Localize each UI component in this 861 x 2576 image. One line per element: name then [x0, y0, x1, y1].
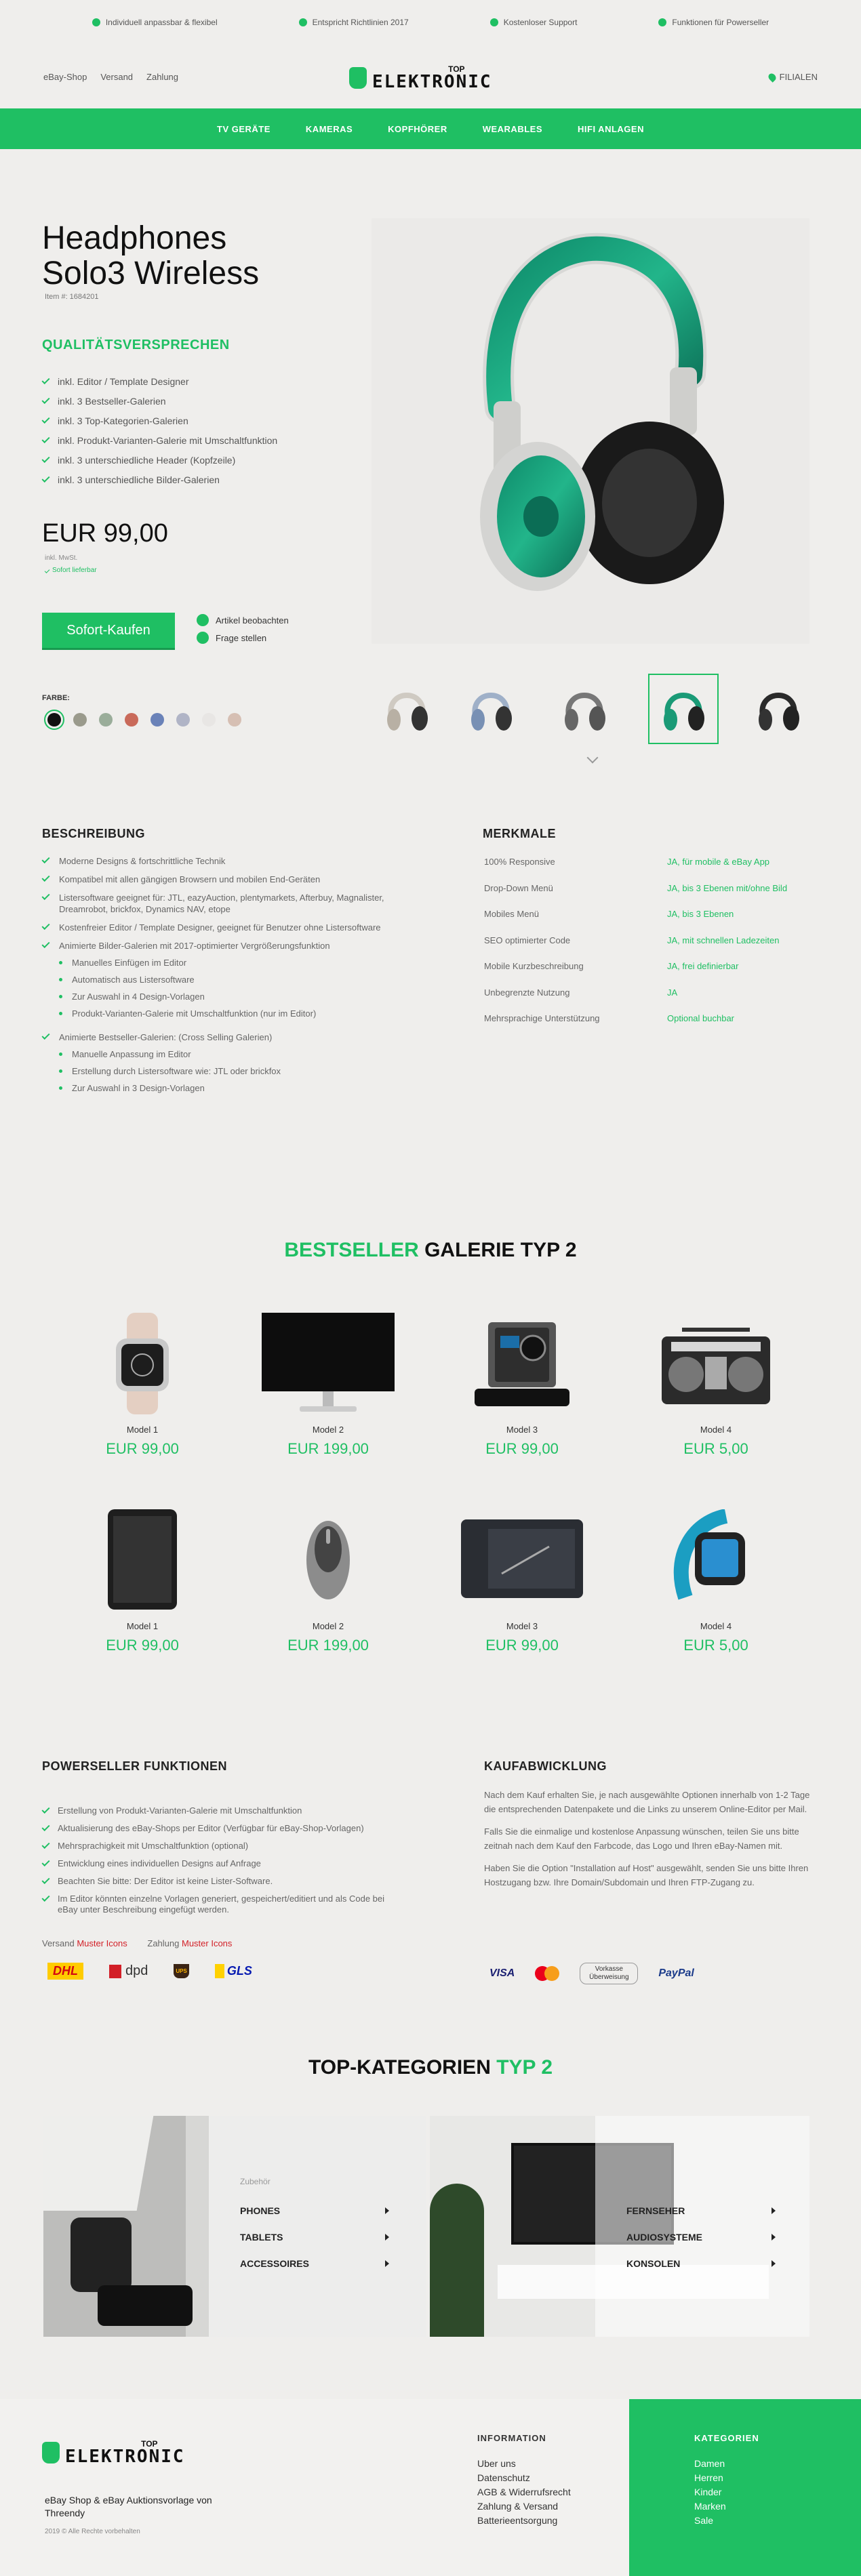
nav-kopfhoerer[interactable]: KOPFHÖRER: [388, 123, 447, 134]
footer: [0, 2399, 861, 2576]
carrier-logos: [47, 1963, 252, 1980]
check-icon: [45, 568, 50, 573]
shield-icon: [299, 18, 307, 26]
check-icon: [41, 474, 49, 482]
footer-link[interactable]: Kinder: [694, 2487, 722, 2497]
color-swatch[interactable]: [99, 713, 113, 727]
check-icon: [41, 892, 49, 900]
product-card[interactable]: Model 1 EUR 99,00: [68, 1505, 217, 1654]
thumbnail[interactable]: [549, 674, 620, 744]
check-icon: [41, 1031, 49, 1040]
description-list: [42, 855, 395, 1106]
check-icon: [41, 874, 49, 882]
category-link-phones[interactable]: PHONES: [240, 2197, 389, 2224]
vorkasse-logo: Vorkasse Überweisung: [580, 1963, 638, 1984]
check-icon: [41, 395, 49, 403]
footer-link[interactable]: Zahlung & Versand: [477, 2501, 559, 2512]
color-swatch[interactable]: [47, 713, 61, 727]
category-link-accessoires[interactable]: ACCESSOIRES: [240, 2250, 389, 2276]
smartwatch-image: [71, 2217, 132, 2292]
product-card[interactable]: Model 2 EUR 199,00: [254, 1308, 403, 1458]
thumbnail-selected[interactable]: [648, 674, 719, 744]
arrow-right-icon: [385, 2207, 389, 2214]
product-card[interactable]: Model 4 EUR 5,00: [641, 1308, 790, 1458]
color-swatch[interactable]: [176, 713, 190, 727]
phone-image: [98, 2285, 193, 2326]
list-item: inkl. Editor / Template Designer: [42, 371, 277, 391]
main-nav: [0, 108, 861, 149]
table-row: 100% Responsive JA, für mobile & eBay App: [484, 857, 770, 867]
ask-question-link[interactable]: Frage stellen: [197, 632, 266, 644]
bullet-icon: [59, 978, 62, 981]
kaufabwicklung-title: KAUFABWICKLUNG: [484, 1759, 607, 1773]
dpd-logo: dpd: [109, 1963, 148, 1979]
mastercard-logo: [535, 1966, 559, 1981]
shipping-payment-links: Versand Muster Icons Zahlung Muster Icons: [42, 1938, 233, 1948]
plus-icon: [197, 614, 209, 626]
tablet-image: [105, 1509, 180, 1611]
quality-title: QUALITÄTSVERSPRECHEN: [42, 338, 230, 352]
color-swatch[interactable]: [202, 713, 216, 727]
sub-item: Zur Auswahl in 4 Design-Vorlagen: [59, 991, 330, 1002]
bullet-icon: [59, 1069, 62, 1073]
sub-item: Produkt-Varianten-Galerie mit Umschaltfunktion (nur im Editor): [59, 1008, 330, 1019]
smartwatch-image: [105, 1313, 180, 1414]
usp-item: Kostenloser Support: [490, 18, 578, 27]
paypal-logo: PayPal: [658, 1967, 694, 1979]
question-icon: [197, 632, 209, 644]
logo-icon: [349, 67, 367, 89]
powerseller-title: POWERSELLER FUNKTIONEN: [42, 1759, 228, 1773]
thumbnail[interactable]: [456, 674, 526, 744]
list-item: Im Editor könnten einzelne Vorlagen generiert, gespeichert/editiert und als Code bei eBay unter Beschreibung eingefügt werden.: [42, 1894, 395, 1915]
thumbs-up-icon: [92, 18, 100, 26]
arrow-right-icon: [385, 2260, 389, 2267]
nav-wearables[interactable]: WEARABLES: [482, 123, 542, 134]
list-item: Entwicklung eines individuellen Designs auf Anfrage: [42, 1858, 395, 1869]
footer-logo[interactable]: TOP ELEKTRONIC: [42, 2440, 185, 2466]
map-pin-icon: [767, 72, 778, 83]
gls-logo: GLS: [215, 1964, 252, 1978]
list-item: Beachten Sie bitte: Der Editor ist keine Lister-Software.: [42, 1876, 395, 1887]
check-icon: [41, 415, 49, 423]
kaufabwicklung-text: Nach dem Kauf erhalten Sie, je nach ausgewählte Optionen innerhalb von 1-2 Tage die entsprechenden Datenpakete und die Links zu unserem Online-Editor per Mail. Falls Sie die einmalige und kostenlose Anpassung wünschen, teilen Sie uns bitte zeitnah nach dem Kauf den Farbcode, das Logo und Ihren eBay-Namen mit. Haben Sie die Option "Installation auf Host" ausgewählt, senden Sie uns bitte Ihren Hostzugang bzw. Ihre Domain/Subdomain und Ihren FTP-Zugang zu.: [484, 1790, 810, 1887]
arrow-right-icon: [772, 2207, 776, 2214]
thumbnail[interactable]: [372, 674, 442, 744]
product-card[interactable]: Model 2 EUR 199,00: [254, 1505, 403, 1654]
list-item: Animierte Bilder-Galerien mit 2017-optimierter Vergrößerungsfunktion Manuelles Einfügen im Editor Automatisch aus Listersoftware Zur Auswahl in 4 Design-Vorlagen Produkt-Varianten-Galerie mit Umschaltfunktion (nur im Editor): [42, 940, 395, 1025]
check-icon: [41, 1841, 49, 1849]
table-row: SEO optimierter Code JA, mit schnellen Ladezeiten: [484, 935, 780, 945]
check-icon: [41, 375, 49, 384]
category-header: Zubehör: [240, 2177, 271, 2186]
check-icon: [41, 922, 49, 930]
headset-icon: [490, 18, 498, 26]
mouse-image: [304, 1519, 352, 1601]
main-product-image[interactable]: [372, 218, 809, 644]
nav-kameras[interactable]: KAMERAS: [305, 123, 353, 134]
footer-link[interactable]: AGB & Widerrufsrecht: [477, 2487, 571, 2497]
logo[interactable]: [349, 65, 492, 91]
headphones-image: [372, 218, 809, 644]
footer-link[interactable]: Marken: [694, 2501, 726, 2512]
usp-item: Individuell anpassbar & flexibel: [92, 18, 218, 27]
table-row: Mobile Kurzbeschreibung JA, frei definierbar: [484, 961, 739, 971]
nav-versand[interactable]: Versand: [100, 72, 134, 82]
product-price: EUR 99,00: [42, 519, 168, 548]
list-item: inkl. 3 Top-Kategorien-Galerien: [42, 411, 277, 430]
features-table: [484, 857, 823, 1040]
product-title: Headphones Solo3 Wireless: [42, 220, 260, 291]
quality-list: [42, 371, 277, 489]
check-icon: [41, 434, 49, 443]
chevron-down-icon[interactable]: [587, 752, 599, 764]
footer-tagline: eBay Shop & eBay Auktionsvorlage von Threendy: [45, 2495, 212, 2518]
product-card[interactable]: Model 4 EUR 5,00: [641, 1505, 790, 1654]
description-title: BESCHREIBUNG: [42, 827, 146, 840]
graphics-tablet-image: [461, 1519, 583, 1601]
check-icon: [41, 454, 49, 462]
availability: Sofort lieferbar: [45, 567, 97, 574]
list-item: Listersoftware geeignet für: JTL, eazyAuction, plentymarkets, Afterbuy, Magnalister, Dreamrobot, brickfox, Dynamics NAV, etope: [42, 892, 395, 915]
color-swatch[interactable]: [73, 713, 87, 727]
dhl-logo: DHL: [47, 1963, 83, 1980]
powerseller-list: [42, 1805, 395, 1922]
vat-note: inkl. MwSt.: [45, 554, 78, 562]
nav-tv-geraete[interactable]: TV GERÄTE: [217, 123, 271, 134]
monitor-image: [262, 1313, 395, 1414]
table-row: Mehrsprachige Unterstützung Optional buchbar: [484, 1013, 735, 1023]
features-title: MERKMALE: [483, 827, 556, 840]
check-icon: [41, 1876, 49, 1884]
footer-link[interactable]: Datenschutz: [477, 2472, 530, 2483]
sub-item: Manuelle Anpassung im Editor: [59, 1048, 281, 1060]
dpd-icon: [109, 1965, 121, 1978]
header-nav: [43, 72, 178, 82]
arrow-right-icon: [772, 2234, 776, 2241]
color-swatch[interactable]: [228, 713, 241, 727]
category-link-tablets[interactable]: TABLETS: [240, 2224, 389, 2250]
filialen-link[interactable]: FILIALEN: [769, 72, 818, 82]
nav-hifi-anlagen[interactable]: HIFI ANLAGEN: [578, 123, 644, 134]
zahlung-icons-link[interactable]: Muster Icons: [181, 1938, 233, 1948]
product-card[interactable]: Model 3 EUR 99,00: [447, 1505, 597, 1654]
item-number: Item #: 1684201: [45, 293, 99, 301]
list-item: Aktualisierung des eBay-Shops per Editor (Verfügbar für eBay-Shop-Vorlagen): [42, 1823, 395, 1834]
bullet-icon: [59, 995, 62, 998]
category-menu: [626, 2197, 776, 2276]
product-card[interactable]: Model 1 EUR 99,00: [68, 1308, 217, 1458]
check-icon: [41, 1805, 49, 1814]
list-item: Moderne Designs & fortschrittliche Technik: [42, 855, 395, 867]
category-tile-tv[interactable]: [430, 2116, 809, 2337]
list-item: Animierte Bestseller-Galerien: (Cross Selling Galerien) Manuelle Anpassung im Editor Erstellung durch Listersoftware wie: JTL oder brickfox Zur Auswahl in 3 Design-Vorlagen: [42, 1031, 395, 1099]
check-icon: [41, 1858, 49, 1866]
footer-info-column: INFORMATION Uber uns Datenschutz AGB & Widerrufsrecht Zahlung & Versand Batterieentsorgung: [477, 2433, 571, 2528]
laptop-image: [43, 2116, 153, 2211]
logo-top-text: TOP: [448, 64, 465, 74]
footer-link[interactable]: Herren: [694, 2472, 723, 2483]
footer-categories-column: KATEGORIEN Damen Herren Kinder Marken Sale: [629, 2399, 861, 2576]
usp-item: Funktionen für Powerseller: [658, 18, 769, 27]
table-row: Drop-Down Menü JA, bis 3 Ebenen mit/ohne Bild: [484, 882, 788, 893]
versand-icons-link[interactable]: Muster Icons: [77, 1938, 127, 1948]
header: [0, 45, 861, 107]
plant-image: [430, 2184, 484, 2337]
footer-link[interactable]: Uber uns: [477, 2458, 516, 2469]
color-swatch[interactable]: [151, 713, 164, 727]
radio-image: [662, 1316, 770, 1411]
logo-icon: [42, 2442, 60, 2463]
check-icon: [41, 940, 49, 948]
color-swatch[interactable]: [125, 713, 138, 727]
sub-item: Erstellung durch Listersoftware wie: JTL oder brickfox: [59, 1065, 281, 1077]
color-label: FARBE:: [42, 694, 70, 702]
bullet-icon: [59, 1086, 62, 1090]
sport-watch-image: [672, 1509, 760, 1611]
buy-now-button[interactable]: Sofort-Kaufen: [42, 613, 175, 648]
footer-link[interactable]: Batterieentsorgung: [477, 2515, 558, 2526]
sub-item: Zur Auswahl in 3 Design-Vorlagen: [59, 1082, 281, 1094]
gears-icon: [658, 18, 666, 26]
product-card[interactable]: Model 3 EUR 99,00: [447, 1308, 597, 1458]
category-link-audiosysteme[interactable]: AUDIOSYSTEME: [626, 2224, 776, 2250]
check-icon: [41, 1894, 49, 1902]
nav-ebay-shop[interactable]: eBay-Shop: [43, 72, 87, 82]
table-row: Mobiles Menü JA, bis 3 Ebenen: [484, 909, 734, 919]
category-menu: [240, 2197, 389, 2276]
topcat-title: TOP-KATEGORIEN TYP 2: [308, 2056, 553, 2079]
usp-bar: [0, 0, 861, 45]
list-item: Erstellung von Produkt-Varianten-Galerie mit Umschaltfunktion: [42, 1805, 395, 1816]
footer-link[interactable]: Damen: [694, 2458, 725, 2469]
list-item: Kostenfreier Editor / Template Designer, geeignet für Benutzer ohne Listersoftware: [42, 922, 395, 933]
footer-link[interactable]: Sale: [694, 2515, 714, 2526]
visa-logo: VISA: [489, 1967, 515, 1979]
action-camera-image: [475, 1313, 569, 1414]
sub-item: Automatisch aus Listersoftware: [59, 974, 330, 985]
bullet-icon: [59, 1012, 62, 1015]
list-item: inkl. 3 unterschiedliche Header (Kopfzeile): [42, 450, 277, 470]
payment-logos: [489, 1963, 694, 1984]
bestseller-title: BESTSELLER GALERIE TYP 2: [284, 1239, 577, 1261]
category-link-konsolen[interactable]: KONSOLEN: [626, 2250, 776, 2276]
list-item: inkl. Produkt-Varianten-Galerie mit Umschaltfunktion: [42, 430, 277, 450]
list-item: inkl. 3 Bestseller-Galerien: [42, 391, 277, 411]
watch-item-link[interactable]: Artikel beobachten: [197, 614, 289, 626]
ups-logo: UPS: [174, 1964, 188, 1978]
arrow-right-icon: [385, 2234, 389, 2241]
table-row: Unbegrenzte Nutzung JA: [484, 987, 678, 998]
list-item: Mehrsprachigkeit mit Umschaltfunktion (optional): [42, 1841, 395, 1852]
list-item: inkl. 3 unterschiedliche Bilder-Galerien: [42, 470, 277, 489]
thumbnail[interactable]: [743, 674, 814, 744]
category-tile-accessories[interactable]: [43, 2116, 426, 2337]
logo-name: ELEKTRONIC: [372, 72, 492, 92]
list-item: Kompatibel mit allen gängigen Browsern und mobilen End-Geräten: [42, 874, 395, 885]
category-link-fernseher[interactable]: FERNSEHER: [626, 2197, 776, 2224]
copyright: 2019 © Alle Rechte vorbehalten: [45, 2528, 140, 2535]
usp-item: Entspricht Richtlinien 2017: [299, 18, 409, 27]
check-icon: [41, 1823, 49, 1831]
bullet-icon: [59, 961, 62, 964]
sub-item: Manuelles Einfügen im Editor: [59, 957, 330, 968]
check-icon: [41, 855, 49, 863]
nav-zahlung[interactable]: Zahlung: [146, 72, 179, 82]
arrow-right-icon: [772, 2260, 776, 2267]
bullet-icon: [59, 1052, 62, 1056]
